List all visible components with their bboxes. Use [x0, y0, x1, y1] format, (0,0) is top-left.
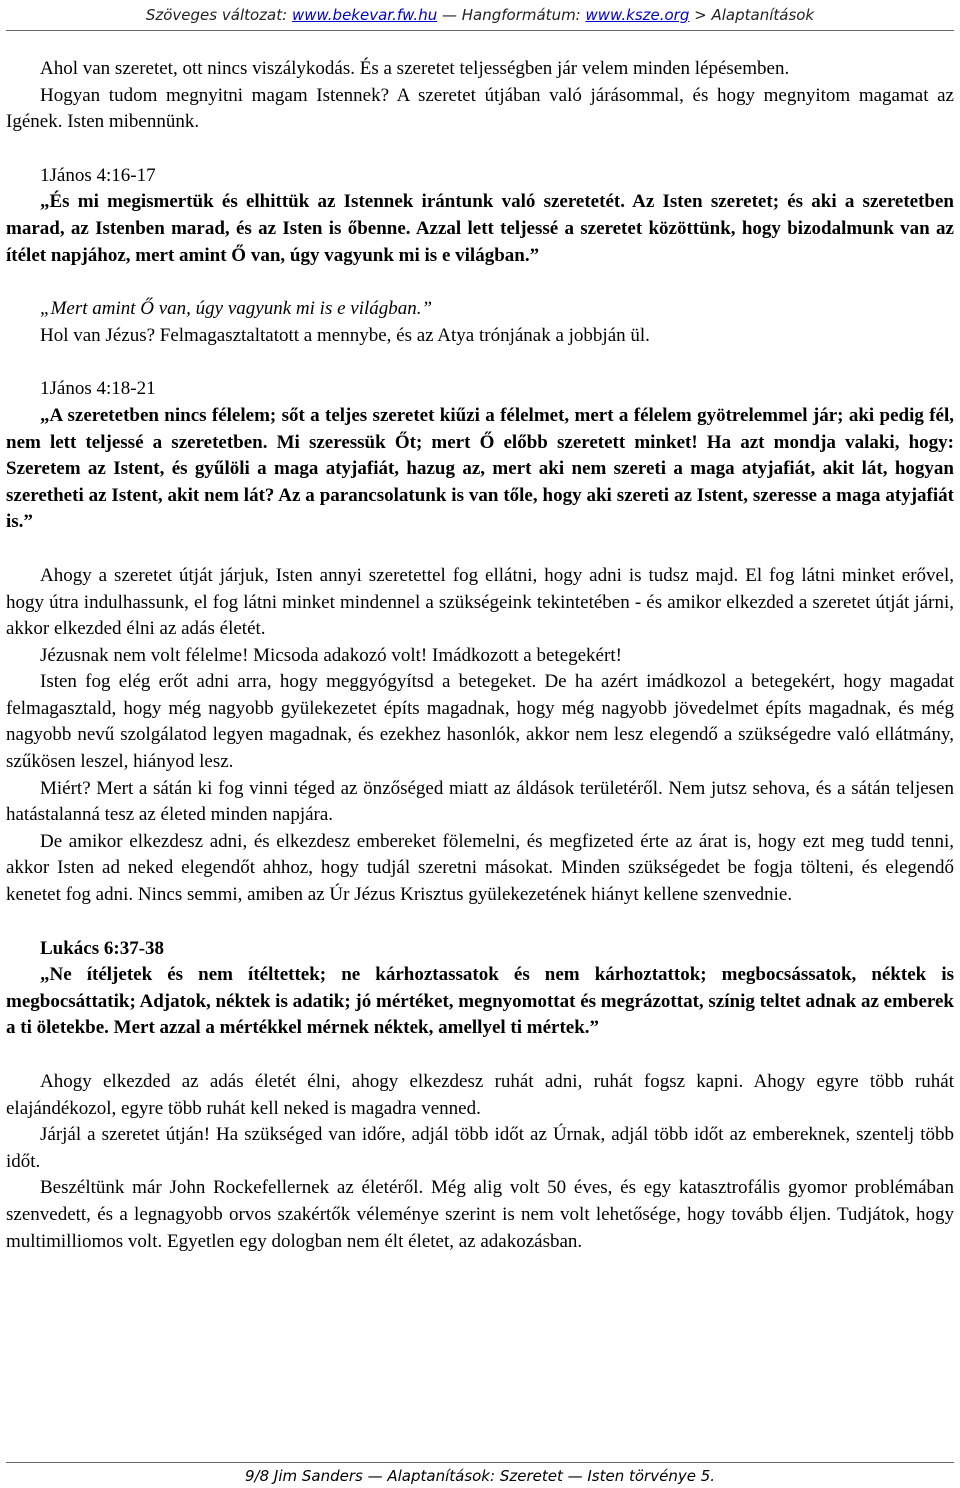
paragraph-2: Hogyan tudom megnyitni magam Istennek? A szeretet útjában való járásommal, és hogy megnyitom magamat az Igének. Isten mibennünk. [6, 84, 954, 133]
paragraph-5: Jézusnak nem volt félelme! Micsoda adakozó volt! Imádkozott a betegekért! [40, 644, 622, 666]
bible-quote-1: „És mi megismertük és elhittük az Istennek irántunk való szeretetét. Az Isten szeretet; és aki a szeretetben marad, az Istenben marad, és az Isten is őbenne. Azzal lett teljessé a szeretet közöttünk, hogy bizodalmunk van az ítélet napjához, mert amint Ő van, úgy vagyunk mi is e világban.” [6, 191, 954, 266]
bible-quote-2: „A szeretetben nincs félelem; sőt a teljes szeretet kiűzi a félelmet, mert a félelem gyötrelemmel jár; aki pedig fél, nem lett teljessé a szeretetben. Mi szeressük Őt; mert Ő előbb szeretett minket! Ha azt mondja valaki, hogy: Szeretem az Istent, és gyűlöli a maga atyjafiát, hazug az, mert aki nem szereti a maga atyjafiát, akit lát, hogyan szeretheti az Istent, akit nem lát? Az a parancsolatunk is van tőle, hogy aki szereti az Istent, szeresse a maga atyjafiát is.” [6, 404, 954, 533]
footer-divider [6, 1462, 954, 1463]
header-middle: — Hangformátum: [437, 6, 586, 24]
paragraph-6: Isten fog elég erőt adni arra, hogy meggyógyítsd a betegeket. De ha azért imádkozol a betegekért, hogy magadat felmagasztald, hogy még nagyobb gyülekezetet építs magadnak, hogy még nagyobb jövedelmet építs magadnak, és még nagyobb nevű szolgálatod legyen magadnak, és ezekhez hasonlók, akkor nem lesz elegendő a szükségedre való ellátmány, szűkösen leszel, hiányod lesz. [6, 671, 954, 773]
paragraph-1: Ahol van szeretet, ott nincs viszálykodás. És a szeretet teljességben jár velem minden lépésemben. [40, 58, 790, 79]
paragraph-10: Járjál a szeretet útján! Ha szükséged van időre, adjál több időt az Úrnak, adjál több időt az embereknek, szentelj több időt. [6, 1124, 954, 1172]
bible-quote-3: „Ne ítéljetek és nem ítéltettek; ne kárhoztassatok és nem kárhoztattok; megbocsássatok, néktek is megbocsáttatik; Adjatok, néktek is adatik; jó mértéket, megnyomottat és megrázottat, színig teltet adnak az emberek a ti öletekbe. Mert azzal a mértékkel mérnek néktek, amellyel ti mértek.” [6, 964, 954, 1039]
bible-reference-1: 1János 4:16-17 [40, 164, 156, 186]
bible-reference-3: Lukács 6:37-38 [40, 937, 165, 959]
ksze-link[interactable]: www.ksze.org [585, 6, 690, 24]
header-suffix: > Alaptanítások [689, 6, 815, 24]
bible-reference-2: 1János 4:18-21 [40, 378, 156, 400]
paragraph-4: Ahogy a szeretet útját járjuk, Isten annyi szeretettel fog ellátni, hogy adni is tudsz majd. El fog látni minket erővel, hogy útra indulhassunk, el fog látni minket mindennel a szükségeink tekintetében - és amikor elkezded a szeretet útját járni, akkor elkezded élni az adás életét. [6, 564, 954, 640]
header-prefix: Szöveges változat: [145, 6, 292, 24]
bekevar-link[interactable]: www.bekevar.fw.hu [291, 6, 438, 24]
paragraph-9: Ahogy elkezded az adás életét élni, ahogy elkezdesz ruhát adni, ruhát fogsz kapni. Ahogy egyre több ruhát elajándékozol, egyre több ruhát kell neked is magadra venned. [6, 1071, 954, 1119]
paragraph-3: Hol van Jézus? Felmagasztaltatott a mennybe, és az Atya trónjának a jobbján ül. [40, 324, 650, 346]
document-body [6, 56, 954, 1255]
paragraph-11: Beszéltünk már John Rockefellernek az életéről. Még alig volt 50 éves, és egy katasztrofális gyomor problémában szenvedett, és a legnagyobb orvos szakértők véleménye szerint is nem volt lehetősége, hogy tovább éljen. Tudjátok, hogy multimilliomos volt. Egyetlen egy dologban nem élt életet, az adakozásban. [6, 1177, 954, 1252]
header-divider [6, 30, 954, 31]
paragraph-7: Miért? Mert a sátán ki fog vinni téged az önzőséged miatt az áldások területéről. Nem jutsz sehova, és a sátán teljesen hatástalanná tesz az életed minden napjára. [6, 777, 954, 826]
paragraph-8: De amikor elkezdesz adni, és elkezdesz embereket fölemelni, és megfizeted érte az árat is, hogy ezt meg tudd tenni, akkor Isten ad neked elegendőt ahhoz, hogy tudjál szeretni másokat. Minden szükségedet be fogja tölteni, és elegendő kenetet fog adni. Nincs semmi, amiben az Úr Jézus Krisztus gyülekezetének hiányt kellene szenvednie. [6, 830, 954, 906]
page-header [0, 0, 960, 34]
page-footer: 9/8 Jim Sanders — Alaptanítások: Szeretet — Isten törvénye 5. [244, 1467, 716, 1485]
quote-repeat: „Mert amint Ő van, úgy vagyunk mi is e világban.” [40, 298, 433, 320]
